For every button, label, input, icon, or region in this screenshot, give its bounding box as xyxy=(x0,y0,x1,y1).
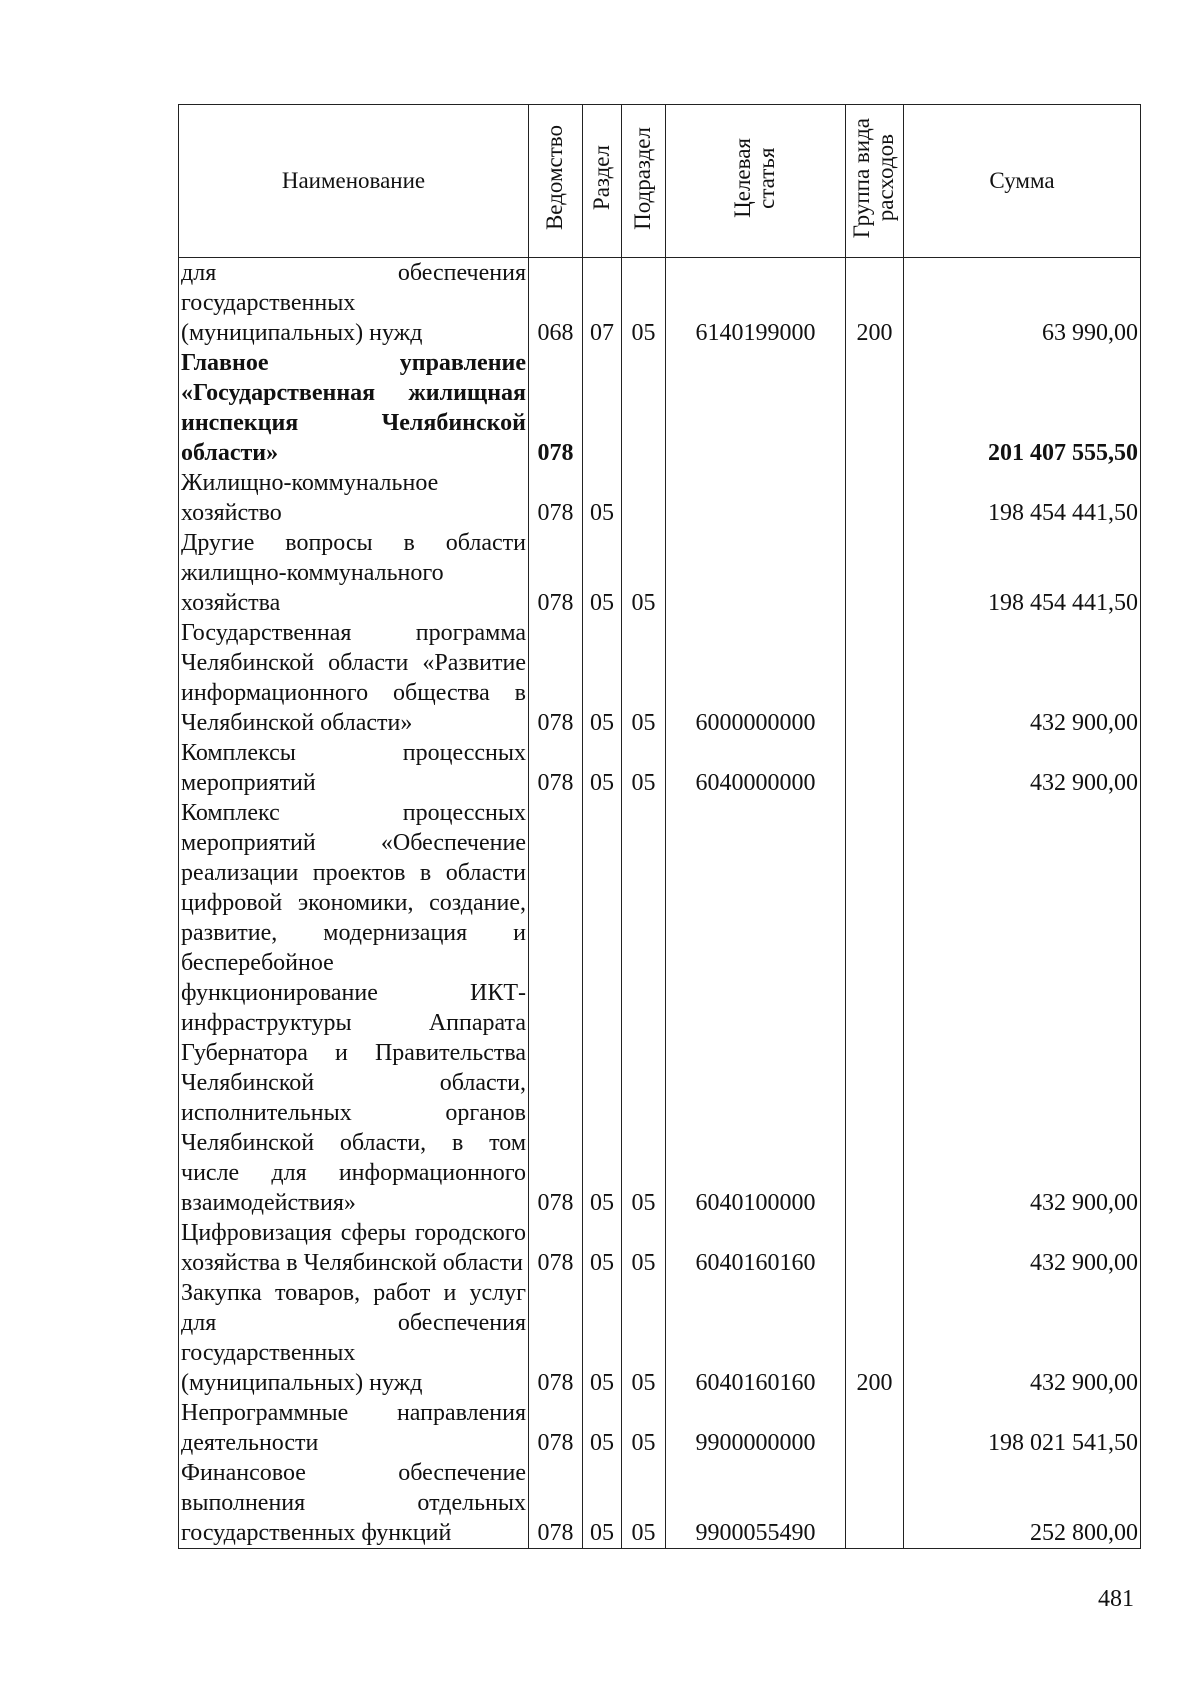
table-row xyxy=(179,618,1141,738)
cell-vedomstvo: 078 xyxy=(529,1458,583,1549)
cell-celevaya-statya: 6040160160 xyxy=(666,1278,846,1398)
cell-vedomstvo: 078 xyxy=(529,528,583,618)
cell-summa: 63 990,00 xyxy=(904,258,1141,349)
cell-summa: 198 454 441,50 xyxy=(904,468,1141,528)
cell-podrazdel: 05 xyxy=(622,1278,666,1398)
cell-vedomstvo: 078 xyxy=(529,738,583,798)
cell-vedomstvo: 078 xyxy=(529,468,583,528)
budget-table-page xyxy=(178,104,1140,1549)
cell-summa: 432 900,00 xyxy=(904,738,1141,798)
cell-podrazdel: 05 xyxy=(622,1218,666,1278)
cell-summa: 432 900,00 xyxy=(904,798,1141,1218)
cell-podrazdel xyxy=(622,348,666,468)
header-podrazdel: Подраздел xyxy=(622,105,666,258)
cell-name: Цифровизация сферы городского хозяйства в Челябинской области xyxy=(179,1218,529,1278)
cell-name: Непрограммные направления деятельности xyxy=(179,1398,529,1458)
cell-celevaya-statya: 9900000000 xyxy=(666,1398,846,1458)
cell-vedomstvo: 078 xyxy=(529,1278,583,1398)
cell-summa: 201 407 555,50 xyxy=(904,348,1141,468)
cell-razdel: 05 xyxy=(583,528,622,618)
cell-name: Жилищно-коммунальное хозяйство xyxy=(179,468,529,528)
cell-razdel: 05 xyxy=(583,1218,622,1278)
table-row xyxy=(179,1278,1141,1398)
cell-summa: 252 800,00 xyxy=(904,1458,1141,1549)
cell-gruppa-vida xyxy=(846,1398,904,1458)
header-name: Наименование xyxy=(179,105,529,258)
table-row xyxy=(179,798,1141,1218)
cell-name: Финансовое обеспечение выполнения отдельных государственных функций xyxy=(179,1458,529,1549)
cell-gruppa-vida: 200 xyxy=(846,1278,904,1398)
cell-gruppa-vida xyxy=(846,468,904,528)
header-razdel: Раздел xyxy=(583,105,622,258)
cell-celevaya-statya xyxy=(666,528,846,618)
cell-vedomstvo: 078 xyxy=(529,798,583,1218)
cell-summa: 432 900,00 xyxy=(904,1278,1141,1398)
table-row xyxy=(179,738,1141,798)
cell-razdel: 05 xyxy=(583,468,622,528)
header-summa: Сумма xyxy=(904,105,1141,258)
cell-summa: 198 021 541,50 xyxy=(904,1398,1141,1458)
page-number: 481 xyxy=(1098,1586,1134,1612)
header-celevaya-statya: Целевая статья xyxy=(666,105,846,258)
table-row xyxy=(179,1398,1141,1458)
cell-podrazdel: 05 xyxy=(622,528,666,618)
cell-podrazdel xyxy=(622,468,666,528)
cell-celevaya-statya: 6040100000 xyxy=(666,798,846,1218)
cell-celevaya-statya: 6140199000 xyxy=(666,258,846,349)
cell-celevaya-statya: 6040160160 xyxy=(666,1218,846,1278)
cell-celevaya-statya xyxy=(666,468,846,528)
cell-summa: 432 900,00 xyxy=(904,1218,1141,1278)
cell-summa: 432 900,00 xyxy=(904,618,1141,738)
table-row xyxy=(179,528,1141,618)
cell-podrazdel: 05 xyxy=(622,738,666,798)
table-row xyxy=(179,468,1141,528)
cell-summa: 198 454 441,50 xyxy=(904,528,1141,618)
cell-podrazdel: 05 xyxy=(622,798,666,1218)
cell-name: Главное управление «Государственная жилищная инспекция Челябинской области» xyxy=(179,348,529,468)
header-gruppa-vida-rashodov: Группа вида расходов xyxy=(846,105,904,258)
cell-razdel: 05 xyxy=(583,1398,622,1458)
cell-razdel: 05 xyxy=(583,798,622,1218)
cell-gruppa-vida: 200 xyxy=(846,258,904,349)
cell-razdel xyxy=(583,348,622,468)
cell-vedomstvo: 068 xyxy=(529,258,583,349)
cell-name: Комплекс процессных мероприятий «Обеспечение реализации проектов в области цифровой экономики, создание, развитие, модернизация и бесперебойное функционирование ИКТ-инфраструктуры Аппарата Губернатора и Правительства Челябинской области, исполнительных органов Челябинской области, в том числе для информационного взаимодействия» xyxy=(179,798,529,1218)
cell-podrazdel: 05 xyxy=(622,618,666,738)
cell-gruppa-vida xyxy=(846,528,904,618)
cell-razdel: 05 xyxy=(583,1278,622,1398)
table-row xyxy=(179,348,1141,468)
header-vedomstvo: Ведомство xyxy=(529,105,583,258)
cell-gruppa-vida xyxy=(846,618,904,738)
cell-celevaya-statya: 6040000000 xyxy=(666,738,846,798)
cell-celevaya-statya: 6000000000 xyxy=(666,618,846,738)
cell-gruppa-vida xyxy=(846,738,904,798)
cell-celevaya-statya xyxy=(666,348,846,468)
cell-name: Государственная программа Челябинской области «Развитие информационного общества в Челябинской области» xyxy=(179,618,529,738)
cell-name: Другие вопросы в области жилищно-коммунального хозяйства xyxy=(179,528,529,618)
table-header-row xyxy=(179,105,1141,258)
cell-gruppa-vida xyxy=(846,1218,904,1278)
cell-vedomstvo: 078 xyxy=(529,1218,583,1278)
table-row xyxy=(179,258,1141,349)
cell-podrazdel: 05 xyxy=(622,1398,666,1458)
cell-name: Комплексы процессных мероприятий xyxy=(179,738,529,798)
table-row xyxy=(179,1218,1141,1278)
cell-razdel: 05 xyxy=(583,738,622,798)
budget-table xyxy=(178,104,1141,1549)
cell-gruppa-vida xyxy=(846,1458,904,1549)
cell-gruppa-vida xyxy=(846,798,904,1218)
cell-name: для обеспечения государственных (муниципальных) нужд xyxy=(179,258,529,349)
cell-podrazdel: 05 xyxy=(622,258,666,349)
cell-celevaya-statya: 9900055490 xyxy=(666,1458,846,1549)
cell-vedomstvo: 078 xyxy=(529,348,583,468)
cell-razdel: 07 xyxy=(583,258,622,349)
cell-vedomstvo: 078 xyxy=(529,1398,583,1458)
cell-vedomstvo: 078 xyxy=(529,618,583,738)
table-row xyxy=(179,1458,1141,1549)
cell-name: Закупка товаров, работ и услуг для обеспечения государственных (муниципальных) нужд xyxy=(179,1278,529,1398)
cell-gruppa-vida xyxy=(846,348,904,468)
cell-podrazdel: 05 xyxy=(622,1458,666,1549)
cell-razdel: 05 xyxy=(583,618,622,738)
cell-razdel: 05 xyxy=(583,1458,622,1549)
